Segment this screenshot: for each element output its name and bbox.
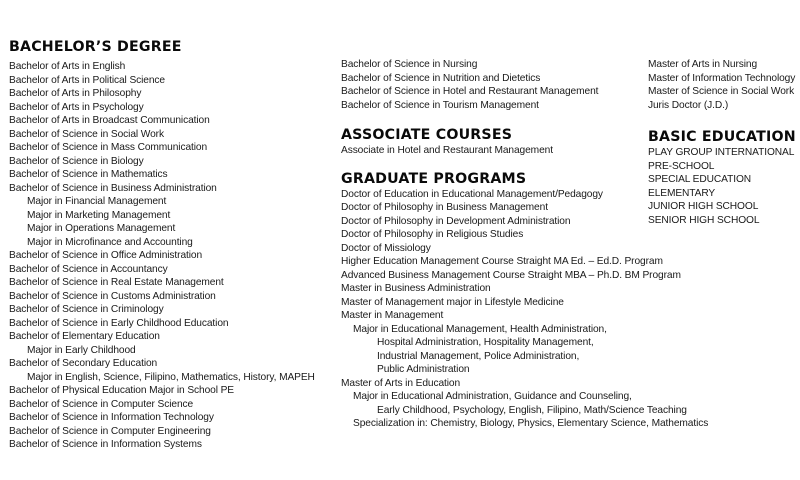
program-item: Master of Arts in Nursing	[648, 59, 758, 70]
program-item: Bachelor of Science in Mathematics	[9, 169, 168, 180]
program-item: PRE-SCHOOL	[648, 160, 715, 172]
program-item: ELEMENTARY	[648, 187, 716, 199]
program-item: Bachelor of Physical Education Major in School PE	[9, 385, 235, 396]
program-item: Bachelor of Science in Biology	[9, 155, 144, 167]
program-item: Doctor of Education in Educational Management/Pedagogy	[341, 188, 603, 200]
program-item: Major in Microfinance and Accounting	[27, 236, 193, 248]
program-item: SENIOR HIGH SCHOOL	[648, 214, 760, 226]
program-item: Bachelor of Arts in Philosophy	[9, 88, 142, 99]
associate-list	[341, 144, 681, 158]
program-item: Doctor of Philosophy in Religious Studies	[341, 229, 524, 240]
program-item: Bachelor of Science in Information Technology	[9, 412, 214, 423]
heading-associate-courses: ASSOCIATE COURSES	[341, 127, 513, 143]
program-item: Bachelor of Arts in English	[9, 61, 126, 72]
basic-education-section	[648, 128, 800, 227]
program-item: Hospital Administration, Hospitality Management,	[377, 337, 594, 348]
program-item: Major in Early Childhood	[27, 344, 136, 356]
program-item: Juris Doctor (J.D.)	[648, 99, 729, 111]
heading-bachelors-degree: BACHELOR’S DEGREE	[9, 39, 182, 55]
program-item: Bachelor of Science in Information Systems	[9, 439, 202, 450]
program-item: Specialization in: Chemistry, Biology, Physics, Elementary Science, Mathematics	[353, 418, 709, 429]
basic-education-list	[648, 146, 800, 227]
program-item: Bachelor of Science in Real Estate Management	[9, 277, 224, 288]
program-item: Bachelor of Science in Office Administration	[9, 250, 203, 261]
program-item: Higher Education Management Course Straight MA Ed. – Ed.D. Program	[341, 256, 663, 267]
program-item: Major in Educational Management, Health Administration,	[353, 323, 607, 335]
column-left	[9, 38, 329, 452]
heading-graduate-programs: GRADUATE PROGRAMS	[341, 170, 527, 187]
program-item: Major in Financial Management	[27, 196, 167, 207]
program-item: JUNIOR HIGH SCHOOL	[648, 201, 759, 212]
program-item: Bachelor of Science in Mass Communication	[9, 142, 208, 153]
program-item: Master in Management	[341, 310, 444, 321]
program-item: Master of Arts in Education	[341, 377, 461, 389]
program-item: Public Administration	[377, 364, 470, 375]
program-item: Major in Operations Management	[27, 223, 176, 234]
program-item: Bachelor of Science in Nutrition and Dietetics	[341, 72, 541, 84]
program-item: Bachelor of Science in Business Administration	[9, 182, 217, 194]
program-item: PLAY GROUP INTERNATIONAL	[648, 147, 795, 158]
program-item: Bachelor of Science in Hotel and Restaurant Management	[341, 86, 599, 97]
program-item: Bachelor of Science in Tourism Management	[341, 99, 539, 111]
program-item: Bachelor of Science in Early Childhood Education	[9, 317, 229, 329]
program-item: Bachelor of Arts in Political Science	[9, 74, 165, 86]
program-item: Bachelor of Arts in Broadcast Communication	[9, 115, 210, 126]
program-item: Advanced Business Management Course Straight MBA – Ph.D. BM Program	[341, 269, 681, 281]
program-item: Bachelor of Science in Social Work	[9, 128, 164, 140]
program-item: Bachelor of Arts in Psychology	[9, 101, 144, 113]
program-item: Bachelor of Science in Accountancy	[9, 263, 168, 275]
column-right	[648, 58, 800, 227]
program-item: Bachelor of Science in Customs Administration	[9, 290, 216, 302]
program-item: Bachelor of Secondary Education	[9, 358, 158, 369]
program-item: Major in English, Science, Filipino, Mathematics, History, MAPEH	[27, 371, 315, 383]
program-item: Major in Educational Administration, Guidance and Counseling,	[353, 391, 632, 402]
graduate-continued-list	[648, 58, 800, 112]
program-item: Industrial Management, Police Administration,	[377, 350, 580, 362]
program-item: Doctor of Philosophy in Business Management	[341, 202, 548, 213]
program-item: Bachelor of Elementary Education	[9, 331, 160, 342]
program-item: Doctor of Missiology	[341, 242, 431, 254]
program-item: Early Childhood, Psychology, English, Filipino, Math/Science Teaching	[377, 404, 687, 416]
program-item: Master of Management major in Lifestyle Medicine	[341, 296, 564, 308]
program-item: Master of Science in Social Work	[648, 86, 795, 97]
program-item: Bachelor of Science in Nursing	[341, 59, 478, 70]
program-item: Master of Information Technology	[648, 72, 796, 84]
program-item: SPECIAL EDUCATION	[648, 174, 752, 185]
program-item: Doctor of Philosophy in Development Administration	[341, 215, 571, 227]
program-item: Bachelor of Science in Criminology	[9, 304, 164, 315]
program-item: Master in Business Administration	[341, 283, 491, 294]
associate-section	[341, 126, 681, 158]
program-item: Bachelor of Science in Computer Engineering	[9, 425, 211, 437]
program-item: Associate in Hotel and Restaurant Management	[341, 145, 553, 156]
bachelors-list	[9, 60, 329, 452]
program-item: Major in Marketing Management	[27, 209, 171, 221]
program-item: Bachelor of Science in Computer Science	[9, 398, 194, 410]
heading-basic-education: BASIC EDUCATION	[648, 129, 796, 145]
bachelors-continued-list	[341, 58, 681, 112]
